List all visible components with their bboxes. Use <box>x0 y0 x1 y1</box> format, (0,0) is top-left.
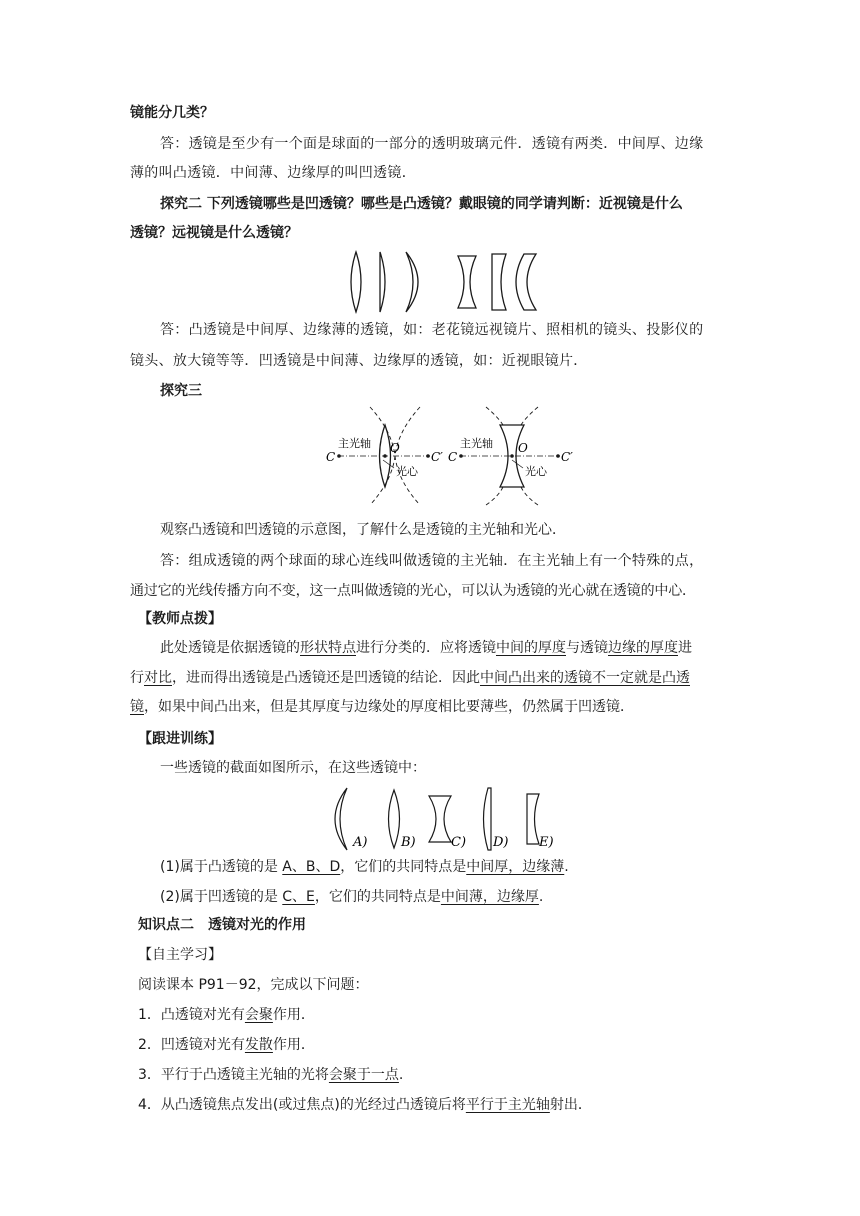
follow-training-intro: 一些透镜的截面如图所示，在这些透镜中： <box>160 760 426 776</box>
optical-center-label-left: 光心 <box>396 465 418 478</box>
explore-2-line-1: 探究二 下列透镜哪些是凹透镜？哪些是凸透镜？戴眼镜的同学请判断：近视镜是什么 <box>160 196 683 212</box>
lens-label-c: C) <box>451 835 467 850</box>
item-2: 2．凹透镜对光有发散作用． <box>138 1037 315 1053</box>
question-1: (1)属于凸透镜的是 A、B、D，它们的共同特点是中间厚，边缘薄. <box>160 859 569 875</box>
lens-shapes-figure <box>340 250 550 316</box>
knowledge-point-2-title: 知识点二 透镜对光的作用 <box>138 917 306 933</box>
point-c-prime-left: C′ <box>431 450 443 464</box>
point-c-prime-right: C′ <box>561 450 573 464</box>
answer-2-line-2: 镜头、放大镜等等．凹透镜是中间薄、边缘厚的透镜，如：近视眼镜片． <box>130 353 588 369</box>
item-1: 1．凸透镜对光有会聚作用． <box>138 1007 315 1023</box>
answer-1-line-2: 薄的叫凸透镜．中间薄、边缘厚的叫凹透镜． <box>130 165 416 181</box>
lens-d-plano-convex <box>484 788 492 850</box>
lens-e-plano-concave <box>527 794 539 844</box>
point-c-left: C <box>326 450 336 464</box>
biconcave-lens <box>458 256 476 308</box>
lens-cross-sections <box>325 784 565 854</box>
item-3: 3．平行于凸透镜主光轴的光将会聚于一点. <box>138 1067 404 1083</box>
point-o-left: O <box>390 441 400 455</box>
answer-3-line-2: 通过它的光线传播方向不变，这一点叫做透镜的光心，可以认为透镜的光心就在透镜的中心． <box>130 583 696 599</box>
lens-c-biconcave <box>429 796 451 842</box>
biconvex-lens <box>351 252 361 312</box>
teacher-tips-line-3: 镜，如果中间凸出来，但是其厚度与边缘处的厚度相比要薄些，仍然属于凹透镜． <box>130 699 634 715</box>
lens-b-biconvex <box>389 790 400 848</box>
self-study-title: 【自主学习】 <box>138 947 222 963</box>
reading-instruction: 阅读课本 P91－92，完成以下问题： <box>138 977 369 993</box>
lens-label-b: B) <box>401 835 416 850</box>
answer-2-line-1: 答：凸透镜是中间厚、边缘薄的透镜，如：老花镜远视镜片、照相机的镜头、投影仪的 <box>160 322 704 338</box>
answer-3-line-1: 答：组成透镜的两个球面的球心连线叫做透镜的主光轴．在主光轴上有一个特殊的点， <box>160 553 704 569</box>
meniscus-concave-lens <box>516 254 536 310</box>
teacher-tips-line-2: 行对比，进而得出透镜是凸透镜还是凹透镜的结论．因此中间凸出来的透镜不一定就是凸透 <box>130 670 690 686</box>
main-axis-label-right: 主光轴 <box>460 437 493 450</box>
optical-axis-diagram <box>320 405 580 517</box>
meniscus-convex-lens <box>406 252 418 312</box>
plano-concave-lens <box>492 254 506 310</box>
optical-center-label-right: 光心 <box>525 465 547 478</box>
teacher-tips-title: 【教师点拨】 <box>138 611 222 627</box>
follow-training-title: 【跟进训练】 <box>138 731 222 747</box>
question-2: (2)属于凹透镜的是 C、E，它们的共同特点是中间薄，边缘厚. <box>160 889 544 905</box>
explore-3-heading: 探究三 <box>160 383 202 399</box>
question-continuation: 镜能分几类？ <box>130 105 214 121</box>
lens-label-e: E) <box>539 835 554 850</box>
plano-convex-lens <box>380 252 385 312</box>
main-axis-label-left: 主光轴 <box>338 437 371 450</box>
lens-a-meniscus-convex <box>335 788 347 850</box>
teacher-tips-line-1: 此处透镜是依据透镜的形状特点进行分类的．应将透镜中间的厚度与透镜边缘的厚度进 <box>160 640 692 656</box>
observe-instruction: 观察凸透镜和凹透镜的示意图，了解什么是透镜的主光轴和光心． <box>160 522 566 538</box>
item-4: 4．从凸透镜焦点发出(或过焦点)的光经过凸透镜后将平行于主光轴射出． <box>138 1097 592 1113</box>
lens-label-d: D) <box>493 835 509 850</box>
lens-label-a: A) <box>353 835 368 850</box>
explore-2-line-2: 透镜？远视镜是什么透镜？ <box>130 225 298 241</box>
point-c-right: C <box>448 450 458 464</box>
answer-1-line-1: 答：透镜是至少有一个面是球面的一部分的透明玻璃元件．透镜有两类．中间厚、边缘 <box>160 136 704 152</box>
point-o-right: O <box>518 441 528 455</box>
